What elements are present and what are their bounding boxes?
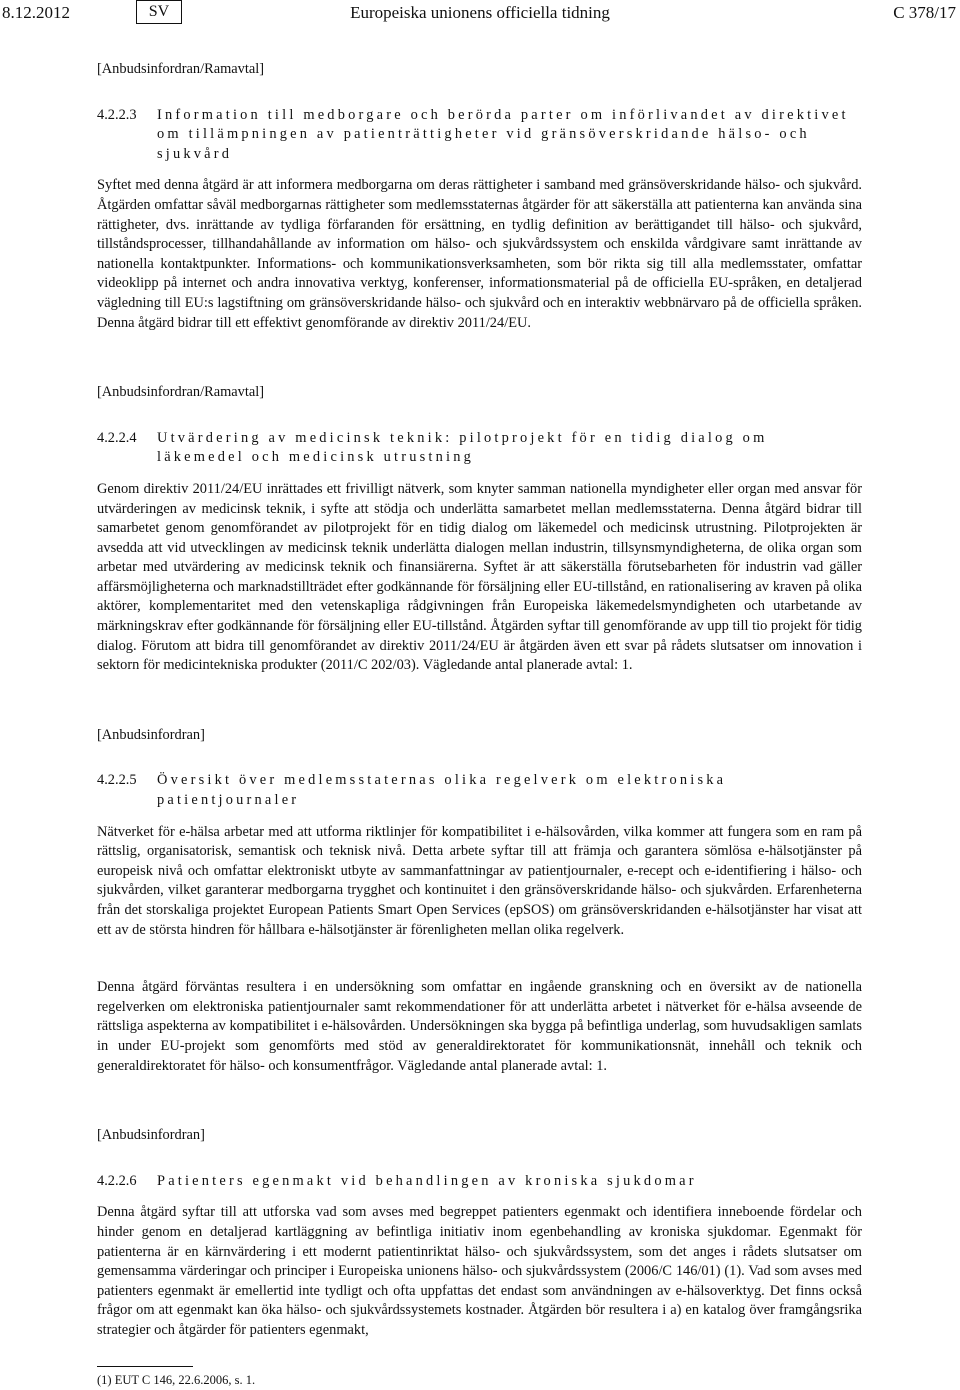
body-paragraph: Nätverket för e-hälsa arbetar med att utforma riktlinjer för kompatibilitet i e-hälsovården, vilka kommer att fungera som en ram på rättslig, organisatorisk, semantisk och teknisk nivå. Detta arbete syftar till att främja och garantera sömlösa e-hälsotjänster på europeisk nivå och omfattar elektroniskt utbyte av sammanfattningar av patientjournaler, e-recept och e-identifiering i hälso- och sjukvården, vilket garanterar medborgarna trygghet och kontinuitet i den gränsöverskridande hälso- och sjukvården. Erfarenheterna från det storskaliga projektet European Patients Smart Open Services (epSOS) om gränsöverskridanden e-hälsotjänster har visat att ett av de största hindren för hållbara e-hälsotjänster är förenligheten mellan olika regelverk. (97, 823, 862, 938)
section-title: Information till medborgare och berörda parter om införlivandet av direktivet om tillämpningen av patienträttigheter vid gränsöverskridande hälso- och sjukvård (157, 106, 849, 162)
body-paragraph: Denna åtgärd förväntas resultera i en undersökning som omfattar en ingående granskning och en översikt av de nationella regelverken om elektroniska patientjournaler samt rekommendationer för att underlätta arbetet i nätverket för e-hälsa avseende de rättsliga aspekterna av kompatibilitet i e-hälsovården. Undersökningen ska bygga på befintliga underlag, som huvudsakligen samlats in under EU-projekt som genomförts med stöd av generaldirektoratet för kommunikationsnät, innehåll och teknik och generaldirektoratet för hälso- och konsumentfrågor. Vägledande antal planerade avtal: 1. (97, 979, 862, 1074)
procurement-tag: [Anbudsinfordran] (97, 1127, 205, 1144)
section-heading (97, 771, 862, 810)
section-number: 4.2.2.5 (97, 772, 137, 789)
section-title: Patienters egenmakt vid behandlingen av kroniska sjukdomar (157, 1172, 697, 1189)
document-body (97, 60, 862, 1341)
procurement-tag: [Anbudsinfordran] (97, 726, 205, 743)
section-heading (97, 1172, 862, 1192)
page-header (0, 0, 960, 30)
footnote: (1) EUT C 146, 22.6.2006, s. 1. (97, 1373, 256, 1387)
procurement-tag: [Anbudsinfordran/Ramavtal] (97, 384, 265, 401)
footnote-divider (97, 1366, 193, 1367)
section-heading (97, 429, 862, 468)
section-number: 4.2.2.6 (97, 1172, 137, 1189)
section-number: 4.2.2.4 (97, 429, 137, 446)
page-number: C 378/17 (893, 3, 956, 22)
section-heading (97, 106, 862, 165)
body-paragraph: Denna åtgärd syftar till att utforska vad som avses med begreppet patienters egenmakt och identifiera inneboende fördelar och hinder genom en detaljerad kartläggning av befintliga initiativ inom egenbehandling av kroniska sjukdomar. Egenmakt för patienterna är en kärnvärdering i ett modernt patientinriktat hälso- och sjukvårdssystem, som det anges i rådets slutsatser om gemensamma värderingar och principer i Europeiska unionens hälso- och sjukvårdssystem (2006/C 146/01) (1). Vad som avses med patienters egenmakt är emellertid inte tydligt och ofta uppfattas det endast som användningen av e-hälsoverktyg. Det finns också frågor om att egenmakt kan öka hälso- och sjukvårdssystemets kostnader. Åtgärden bör resultera i a) en katalog över framgångsrika strategier och åtgärder för patienters egenmakt, (97, 1204, 862, 1338)
section-title: Utvärdering av medicinsk teknik: pilotprojekt för en tidig dialog om läkemedel och medicinsk utrustning (157, 429, 768, 466)
procurement-tag: [Anbudsinfordran/Ramavtal] (97, 61, 265, 77)
publication-date: 8.12.2012 (2, 3, 70, 22)
body-paragraph: Syftet med denna åtgärd är att informera medborgarna om deras rättigheter i samband med gränsöverskridande hälso- och sjukvård. Åtgärden omfattar såväl medborgarnas rättigheter som medlemsstaternas åtgärder för att säkerställa att patienterna kan använda sina rättigheter, dvs. inrättande av tydliga förfaranden för ersättning, en tydlig definition av berättigandet till hälso- och sjukvård, tillståndsprocesser, tillhandahållande av information om hälso- och sjukvårdssystem och enskilda vårdgivare samt inrättande av nationella kontaktpunkter. Informations- och kommunikationsverksamheten, som bör rikta sig till alla medlemsstater, omfattar videoklipp på internet och andra innovativa verktyg, konferenser, informationsmaterial på de officiella EU-språken, en detaljerad vägledning till EU:s lagstiftning om gränsöverskridande hälso- och sjukvård och en interaktiv webbnärvaro på de officiella språken. Denna åtgärd bidrar till ett effektivt genomförande av direktiv 2011/24/EU. (97, 177, 862, 331)
body-paragraph: Genom direktiv 2011/24/EU inrättades ett frivilligt nätverk, som knyter samman nationella myndigheter eller organ med ansvar för utvärderingen av medicinsk teknik, i syfte att stödja och underlätta samarbetet mellan medlemsstaterna. Denna åtgärd bidrar till samarbetet genom genomförandet av pilotprojekt för en tidig dialog om läkemedel och medicinsk utrustning. Pilotprojekten är avsedda att vid utvecklingen av medicinsk teknik underlätta dialogen mellan industrin, tillsynsmyndigheterna, de olika organ som arbetar med utvärdering av medicinsk teknik och finansiärerna. Syftet är att säkerställa förutsebarheten för industrin vad gäller affärsmöjligheterna och marknadstillträdet efter godkännande för försäljning eller EU-tillstånd, en rationalisering av kraven på olika aktörer, komplementaritet med den vetenskapliga rådgivningen från Europeiska läkemedelsmyndigheten och utarbetande av märkningskrav efter godkännande för försäljning eller EU-tillstånd. Åtgärden syftar till genomförande av upp till tio projekt för tidig dialog. Förutom att bidra till genomförandet av direktiv 2011/24/EU är åtgärden även ett svar på rådets slutsatser om innovation i sektorn för medicintekniska produkter (2011/C 202/03). Vägledande antal planerade avtal: 1. (97, 480, 862, 674)
language-badge: SV (136, 0, 182, 24)
journal-title: Europeiska unionens officiella tidning (350, 3, 610, 22)
section-title: Översikt över medlemsstaternas olika regelverk om elektroniska patientjournaler (157, 772, 727, 809)
section-number: 4.2.2.3 (97, 106, 137, 123)
